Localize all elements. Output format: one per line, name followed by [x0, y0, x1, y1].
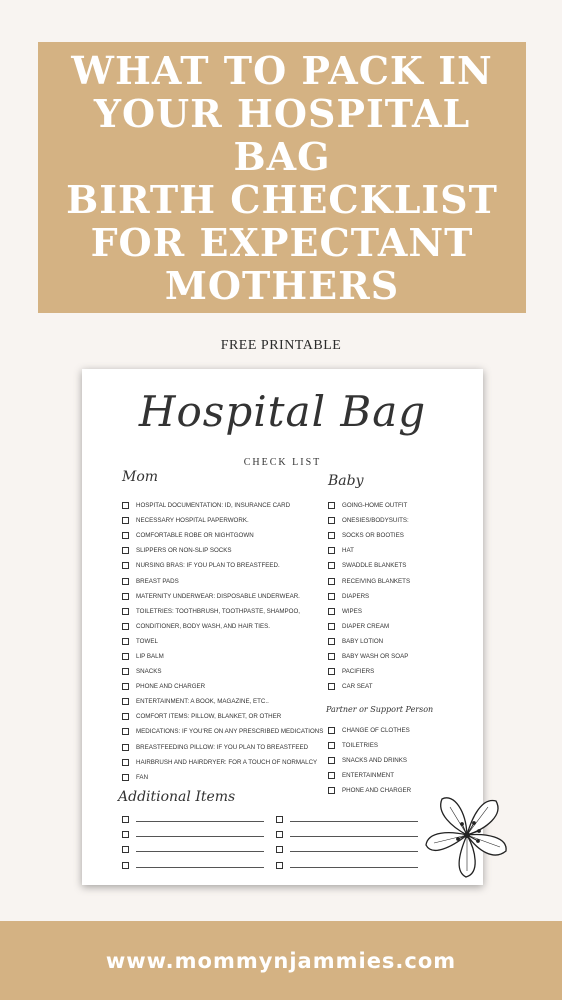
checklist-item-label: COMFORT ITEMS: PILLOW, BLANKET, OR OTHER: [136, 713, 282, 721]
blank-item: [122, 827, 264, 842]
checkbox[interactable]: [122, 653, 129, 660]
checklist-item: [122, 724, 323, 739]
checklist-item: [328, 543, 410, 558]
checkbox[interactable]: [122, 831, 129, 838]
checklist-item: [122, 589, 323, 604]
checklist-item-label: HAT: [342, 547, 354, 555]
banner-title-line: FOR EXPECTANT: [90, 219, 474, 265]
additional-items-heading: Additional Items: [118, 789, 236, 805]
checklist-item-label: SWADDLE BLANKETS: [342, 562, 407, 570]
checklist-item: [328, 649, 410, 664]
checkbox[interactable]: [122, 759, 129, 766]
partner-checklist: [328, 723, 411, 798]
checklist-item-label: RECEIVING BLANKETS: [342, 577, 411, 585]
checkbox[interactable]: [328, 578, 335, 585]
flower-illustration-icon: [422, 791, 512, 881]
blank-item: [122, 842, 264, 857]
blank-item: [122, 858, 264, 873]
write-line[interactable]: [136, 851, 264, 852]
checkbox[interactable]: [122, 502, 129, 509]
checklist-item-label: MEDICATIONS: IF YOU'RE ON ANY PRESCRIBED MEDICATIONS: [136, 728, 324, 736]
checkbox[interactable]: [122, 862, 129, 869]
checkbox[interactable]: [122, 774, 129, 781]
write-line[interactable]: [136, 821, 264, 822]
checklist-item: [122, 573, 323, 588]
checklist-item: [328, 528, 410, 543]
checklist-item: [122, 528, 323, 543]
checklist-item: [122, 679, 323, 694]
checkbox[interactable]: [328, 757, 335, 764]
checkbox[interactable]: [122, 593, 129, 600]
checklist-item: [122, 619, 323, 634]
checklist-item-label: WIPES: [342, 607, 362, 615]
checklist-item-label: COMFORTABLE ROBE OR NIGHTGOWN: [136, 532, 254, 540]
checkbox[interactable]: [276, 846, 283, 853]
checklist-item-label: HOSPITAL DOCUMENTATION: ID, INSURANCE CARD: [136, 502, 291, 510]
checklist-item-label: PACIFIERS: [342, 668, 375, 676]
baby-checklist: [328, 498, 410, 694]
checklist-item: [122, 649, 323, 664]
checklist-item: [328, 783, 411, 798]
checkbox[interactable]: [122, 638, 129, 645]
checkbox[interactable]: [328, 502, 335, 509]
checklist-item: [328, 634, 410, 649]
baby-heading: Baby: [328, 473, 364, 489]
card-title: Hospital Bag: [138, 387, 427, 436]
checkbox[interactable]: [328, 593, 335, 600]
checklist-item: [122, 558, 323, 573]
checkbox[interactable]: [276, 831, 283, 838]
checklist-item: [328, 619, 410, 634]
partner-heading: Partner or Support Person: [326, 705, 434, 714]
checklist-item-label: HAIRBRUSH AND HAIRDRYER: FOR A TOUCH OF NORMALCY: [136, 758, 318, 766]
additional-items-right: [276, 812, 418, 873]
banner-title-line: WHAT TO PACK IN: [71, 47, 493, 93]
checklist-item: [122, 770, 323, 785]
checklist-item: [328, 664, 410, 679]
checkbox[interactable]: [328, 608, 335, 615]
write-line[interactable]: [290, 851, 418, 852]
checklist-item-label: CHANGE OF CLOTHES: [342, 727, 410, 735]
checkbox[interactable]: [328, 547, 335, 554]
checklist-item: [122, 755, 323, 770]
checkbox[interactable]: [328, 742, 335, 749]
checkbox[interactable]: [328, 653, 335, 660]
checkbox[interactable]: [276, 862, 283, 869]
checklist-item-label: SNACKS AND DRINKS: [342, 757, 407, 765]
banner-title-line: BIRTH CHECKLIST: [66, 176, 498, 222]
checklist-item-label: TOILETRIES: TOOTHBRUSH, TOOTHPASTE, SHAMPOO,: [136, 607, 300, 615]
checkbox[interactable]: [328, 517, 335, 524]
checklist-item: [328, 738, 411, 753]
checklist-item: [328, 723, 411, 738]
footer-bar: [0, 921, 562, 1000]
checkbox[interactable]: [122, 846, 129, 853]
checklist-item: [122, 694, 323, 709]
checkbox[interactable]: [328, 683, 335, 690]
checklist-card: [82, 369, 483, 885]
blank-item: [276, 842, 418, 857]
checklist-item: [122, 604, 323, 619]
checkbox[interactable]: [276, 816, 283, 823]
checkbox[interactable]: [122, 532, 129, 539]
checklist-item-label: GOING-HOME OUTFIT: [342, 502, 408, 510]
checklist-item: [328, 679, 410, 694]
checklist-item-label: CONDITIONER, BODY WASH, AND HAIR TIES.: [136, 622, 270, 630]
checkbox[interactable]: [122, 608, 129, 615]
checkbox[interactable]: [328, 562, 335, 569]
checklist-item: [122, 664, 323, 679]
checkbox[interactable]: [122, 578, 129, 585]
checklist-item-label: BREAST PADS: [136, 577, 179, 585]
banner-title-line: YOUR HOSPITAL BAG: [93, 90, 471, 179]
checklist-item: [328, 558, 410, 573]
checklist-item-label: ENTERTAINMENT: [342, 772, 395, 780]
checkbox[interactable]: [122, 562, 129, 569]
checklist-item-label: TOILETRIES: [342, 742, 378, 750]
mom-checklist: [122, 498, 323, 785]
blank-item: [276, 858, 418, 873]
checkbox[interactable]: [328, 532, 335, 539]
checkbox[interactable]: [328, 772, 335, 779]
checklist-item-label: FAN: [136, 773, 149, 781]
checklist-item: [122, 513, 323, 528]
blank-item: [122, 812, 264, 827]
checklist-item: [328, 604, 410, 619]
checklist-item-label: PHONE AND CHARGER: [136, 683, 206, 691]
checklist-item-label: SNACKS: [136, 668, 162, 676]
checklist-item-label: LIP BALM: [136, 652, 164, 660]
checkbox[interactable]: [122, 547, 129, 554]
checklist-item-label: ENTERTAINMENT: A BOOK, MAGAZINE, ETC..: [136, 698, 269, 706]
checkbox[interactable]: [122, 698, 129, 705]
checklist-item: [328, 498, 410, 513]
checklist-item: [328, 753, 411, 768]
banner-title: [38, 49, 526, 307]
checklist-item-label: SOCKS OR BOOTIES: [342, 532, 404, 540]
checklist-item-label: ONESIES/BODYSUITS:: [342, 517, 409, 525]
checkbox[interactable]: [122, 713, 129, 720]
write-line[interactable]: [290, 821, 418, 822]
checkbox[interactable]: [328, 727, 335, 734]
checkbox[interactable]: [122, 668, 129, 675]
checklist-item: [122, 709, 323, 724]
checkbox[interactable]: [328, 668, 335, 675]
card-subtitle: CHECK LIST: [243, 457, 322, 468]
checklist-item-label: MATERNITY UNDERWEAR: DISPOSABLE UNDERWEAR.: [136, 592, 300, 600]
checklist-item: [328, 513, 410, 528]
checkbox[interactable]: [122, 623, 129, 630]
checklist-item-label: SLIPPERS OR NON-SLIP SOCKS: [136, 547, 232, 555]
banner-title-line: MOTHERS: [164, 262, 400, 308]
mom-heading: Mom: [122, 469, 159, 485]
checklist-item: [328, 589, 410, 604]
blank-item: [276, 827, 418, 842]
checkbox[interactable]: [328, 787, 335, 794]
checklist-item-label: BREASTFEEDING PILLOW: IF YOU PLAN TO BREASTFEED: [136, 743, 309, 751]
checklist-item: [122, 498, 323, 513]
checklist-item-label: CAR SEAT: [342, 683, 373, 691]
website-link[interactable]: www.mommynjammies.com: [105, 948, 457, 973]
title-banner: [38, 42, 526, 313]
checklist-item: [122, 543, 323, 558]
checklist-item: [328, 768, 411, 783]
checklist-item-label: BABY WASH OR SOAP: [342, 652, 409, 660]
checklist-item: [122, 634, 323, 649]
checkbox[interactable]: [122, 744, 129, 751]
write-line[interactable]: [136, 836, 264, 837]
checklist-item-label: NECESSARY HOSPITAL PAPERWORK.: [136, 517, 249, 525]
write-line[interactable]: [290, 836, 418, 837]
checkbox[interactable]: [122, 816, 129, 823]
checklist-item-label: NURSING BRAS: IF YOU PLAN TO BREASTFEED.: [136, 562, 280, 570]
checklist-item: [328, 573, 410, 588]
checkbox[interactable]: [122, 517, 129, 524]
checkbox[interactable]: [122, 683, 129, 690]
checkbox[interactable]: [328, 638, 335, 645]
blank-item: [276, 812, 418, 827]
additional-items-left: [122, 812, 264, 873]
checkbox[interactable]: [328, 623, 335, 630]
checklist-item-label: DIAPERS: [342, 592, 370, 600]
free-printable-label: FREE PRINTABLE: [220, 338, 342, 353]
checklist-item-label: BABY LOTION: [342, 637, 384, 645]
write-line[interactable]: [136, 867, 264, 868]
checklist-item: [122, 740, 323, 755]
checkbox[interactable]: [122, 728, 129, 735]
write-line[interactable]: [290, 867, 418, 868]
checklist-item-label: TOWEL: [136, 637, 158, 645]
checklist-item-label: PHONE AND CHARGER: [342, 787, 412, 795]
checklist-item-label: DIAPER CREAM: [342, 622, 390, 630]
